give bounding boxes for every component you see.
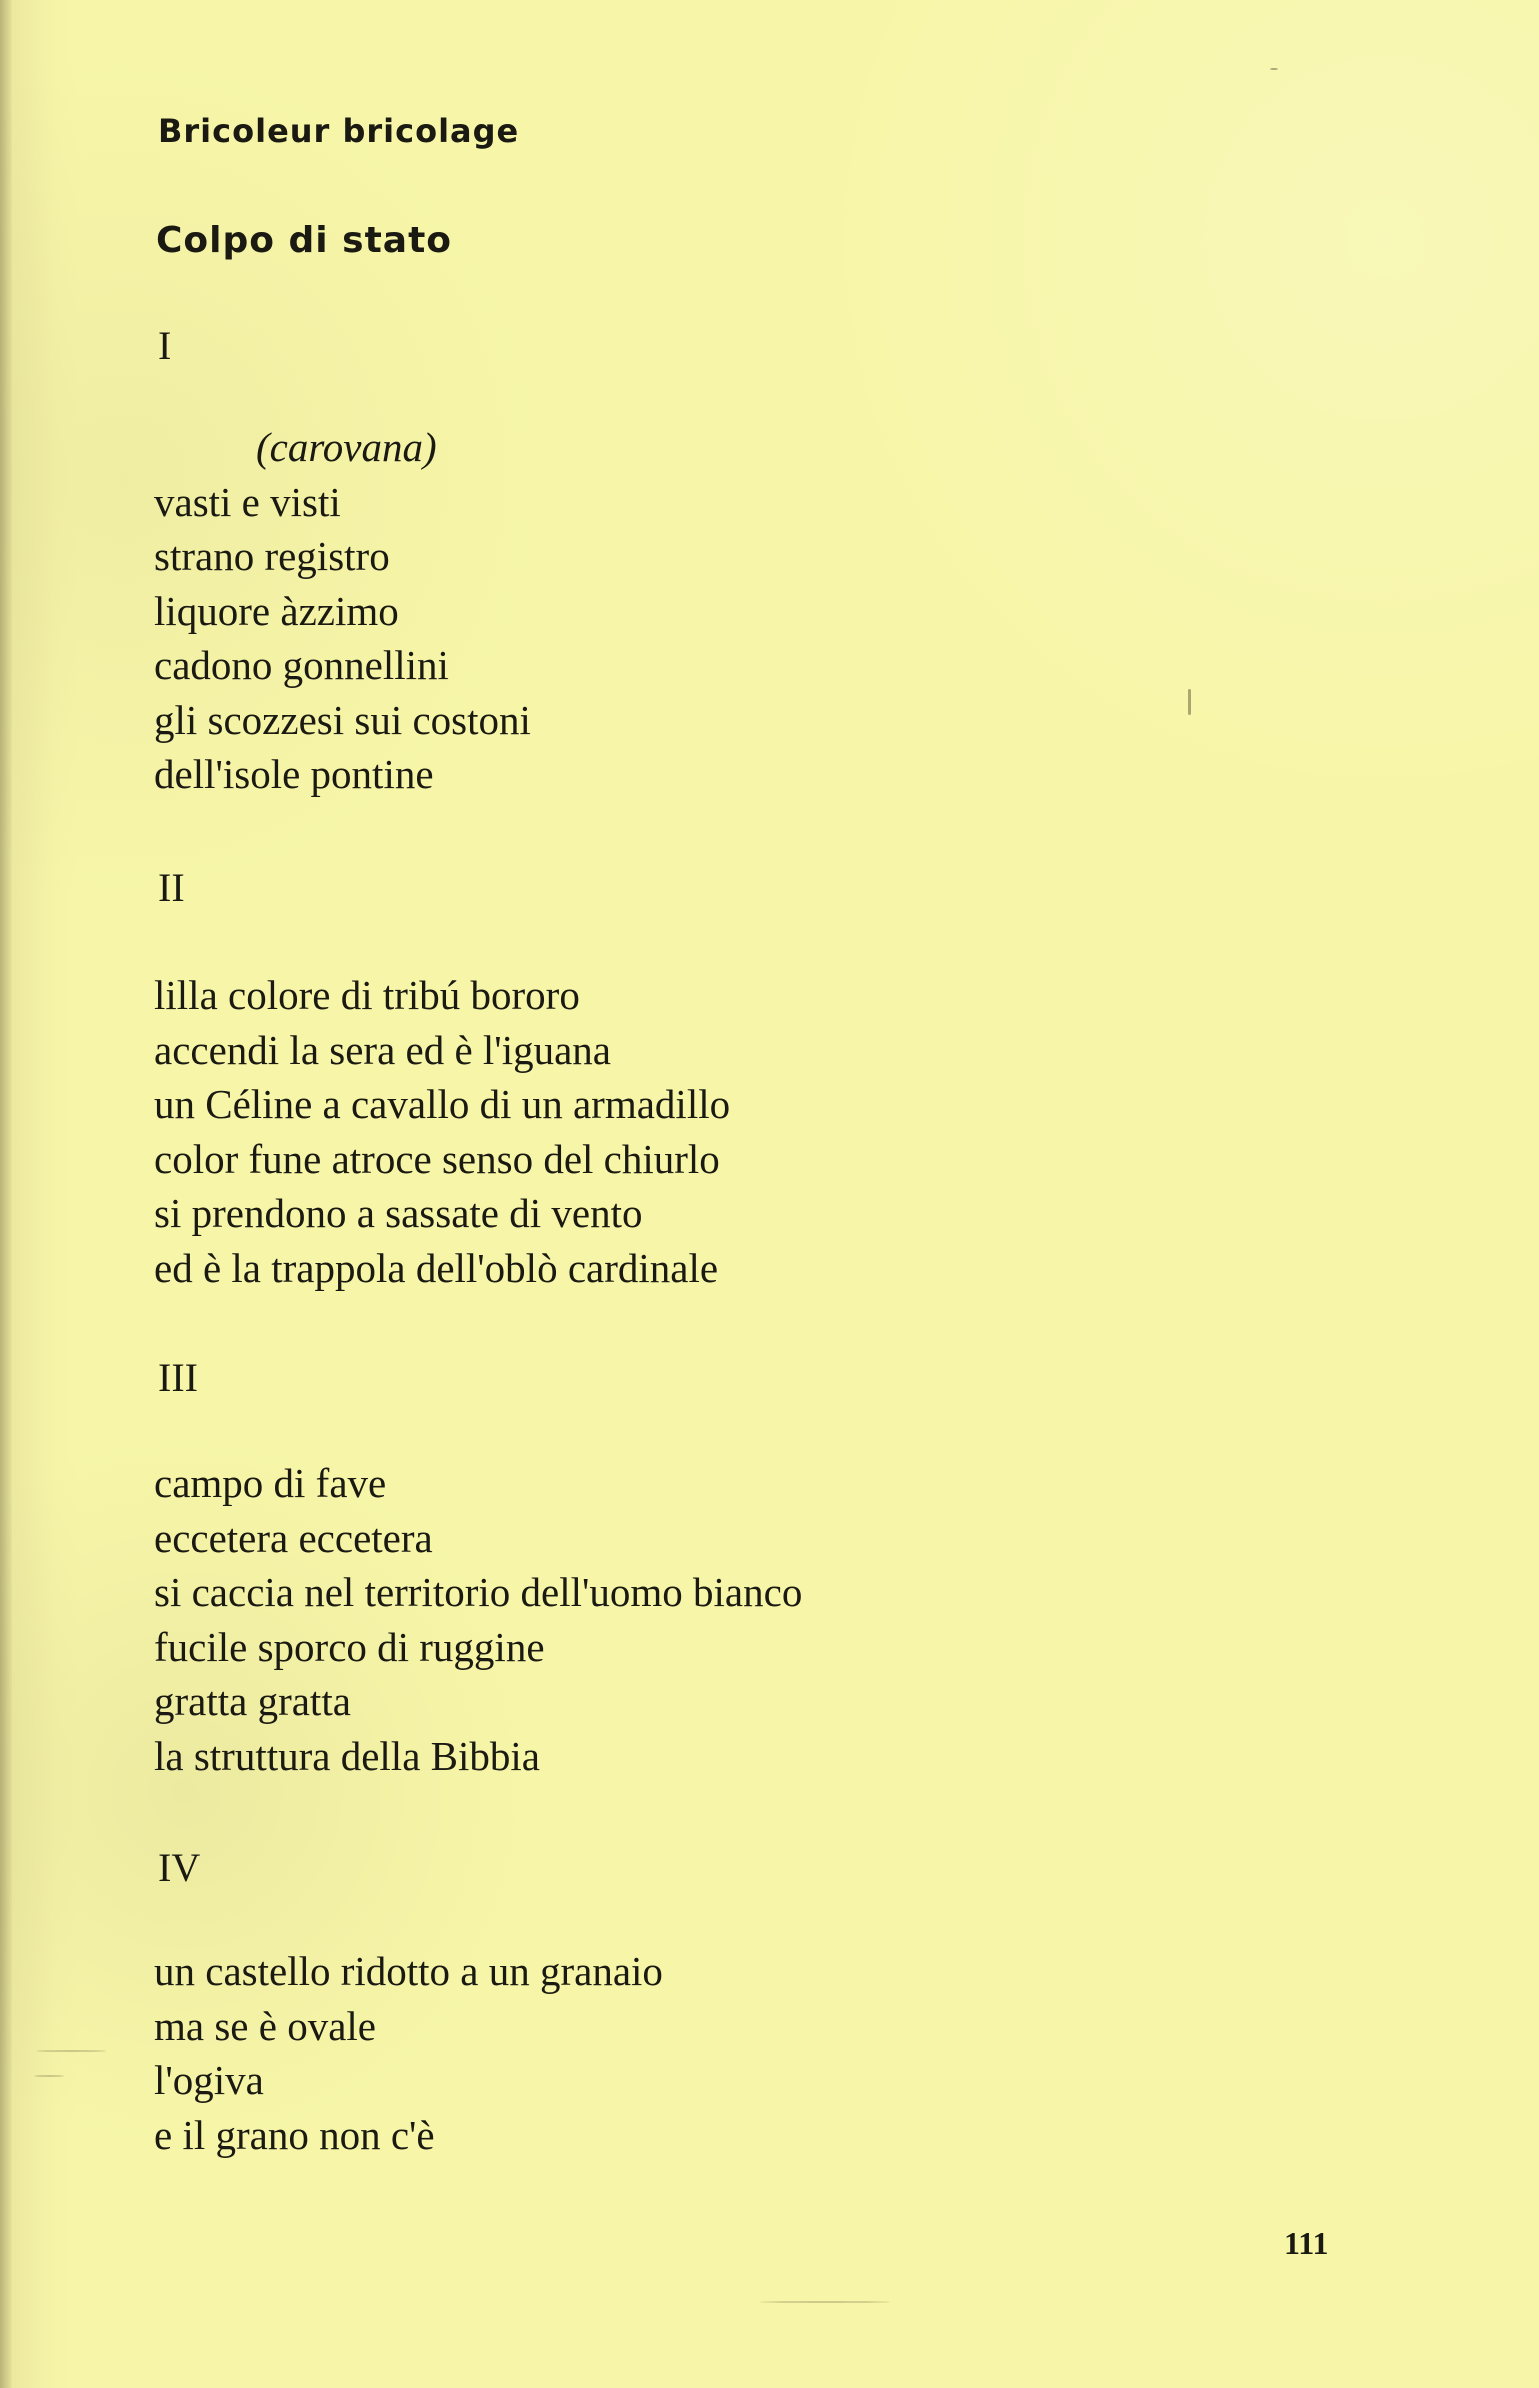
poem-line: campo di fave <box>154 1460 387 1506</box>
section-heading-i: I <box>158 323 172 368</box>
poem-line: accendi la sera ed è l'iguana <box>154 1026 611 1073</box>
section-heading-iv: IV <box>158 1845 201 1890</box>
paper-speck <box>1188 689 1191 715</box>
stanza-i <box>154 420 531 802</box>
poem-title: Colpo di stato <box>156 220 453 261</box>
page-number: 111 <box>1284 2225 1329 2261</box>
poem-line: gratta gratta <box>154 1678 351 1724</box>
poem-line: si prendono a sassate di vento <box>154 1190 643 1236</box>
stanza-iv <box>154 1944 663 2162</box>
page-edge-shadow <box>0 0 12 2388</box>
poem-line: la struttura della Bibbia <box>154 1732 540 1779</box>
poem-line: gli scozzesi sui costoni <box>154 696 531 743</box>
poem-line: strano registro <box>154 533 390 579</box>
paper-speck <box>34 2075 64 2077</box>
poem-line: ed è la trappola dell'oblò cardinale <box>154 1244 719 1291</box>
poem-line: cadono gonnellini <box>154 642 449 688</box>
poem-line: un Céline a cavallo di un armadillo <box>154 1081 731 1127</box>
running-header: Bricoleur bricolage <box>158 112 520 150</box>
paper-speck <box>760 2301 890 2303</box>
poem-line: dell'isole pontine <box>154 751 434 797</box>
poem-line: fucile sporco di ruggine <box>154 1623 545 1670</box>
poem-line: si caccia nel territorio dell'uomo bianco <box>154 1569 803 1615</box>
section-heading-iii: III <box>158 1355 198 1400</box>
section-heading-ii: II <box>158 865 185 910</box>
paper-speck <box>1270 68 1278 70</box>
poem-line: ma se è ovale <box>154 2002 376 2049</box>
poem-line: un castello ridotto a un granaio <box>154 1948 663 1994</box>
paper-speck <box>36 2050 106 2052</box>
poem-line: lilla colore di tribú bororo <box>154 972 580 1018</box>
poem-line: liquore àzzimo <box>154 587 399 634</box>
poem-line: l'ogiva <box>154 2057 264 2103</box>
stanza-iii <box>154 1456 802 1783</box>
poem-line: color fune atroce senso del chiurlo <box>154 1135 720 1182</box>
stanza-intro: (carovana) <box>256 424 437 470</box>
poem-line: vasti e visti <box>154 478 341 525</box>
stanza-ii <box>154 968 730 1295</box>
poem-line: e il grano non c'è <box>154 2111 435 2158</box>
poem-line: eccetera eccetera <box>154 1514 433 1561</box>
